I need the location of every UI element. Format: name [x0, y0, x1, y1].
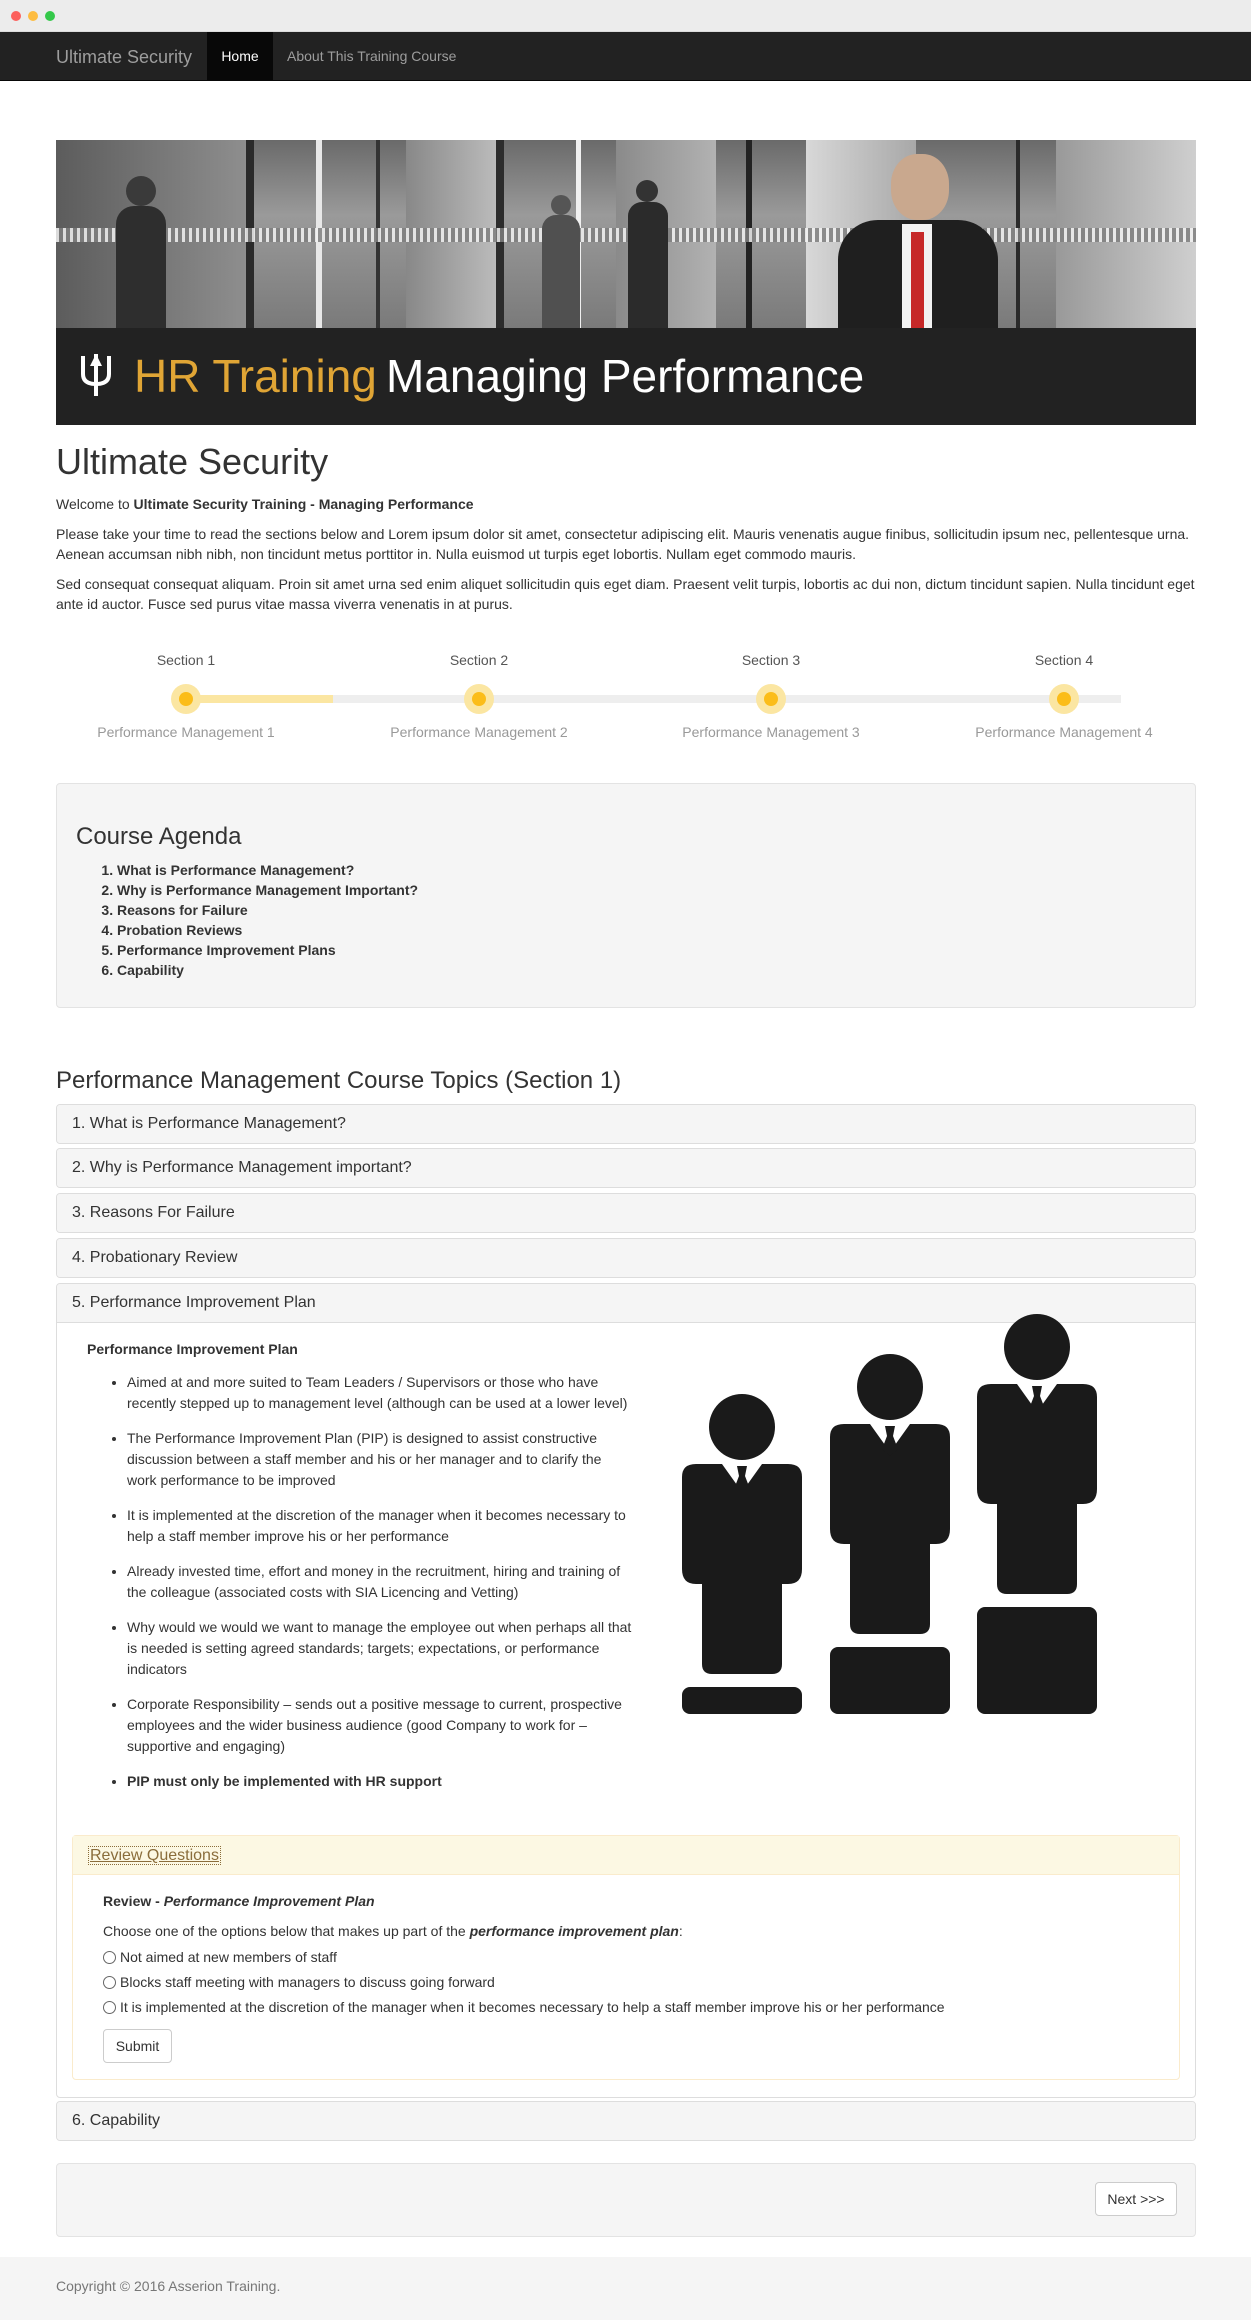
review-questions-panel	[72, 1835, 1180, 2080]
panel-heading[interactable]: 6. Capability	[57, 2102, 1195, 2141]
pip-bullet: • Why would we would we want to manage the employee out when perhaps all that is needed is setting agreed standards; targets; expectations, or performance indicators	[127, 1617, 632, 1680]
submit-button[interactable]: Submit	[103, 2029, 172, 2063]
panel-heading[interactable]: 4. Probationary Review	[57, 1239, 1195, 1278]
people-on-podium-icon	[682, 1314, 1102, 1759]
pip-bullet: • Corporate Responsibility – sends out a positive message to current, prospective employees and the wider business audience (good Company to work for – supportive and engaging)	[127, 1694, 632, 1757]
agenda-list	[117, 860, 418, 980]
topic-panel-6[interactable]	[56, 2101, 1196, 2141]
question-em: performance improvement plan	[469, 1923, 679, 1939]
question-suffix: :	[678, 1923, 683, 1939]
intro-paragraph-2: Sed consequat consequat aliquam. Proin sit amet urna sed enim aliquet sollicitudin quis eget diam. Praesent velit turpis, lobortis ac dui non, dictum tincidunt sapien. Nulla tincidunt eget ante id auctor. Fusce sed purus vitae massa viverra venenatis in at purus.	[56, 576, 1195, 612]
radio-button[interactable]	[103, 1976, 116, 1989]
section-progress-steps	[56, 650, 1196, 750]
review-heading	[73, 1836, 1179, 1875]
agenda-item: 5. Performance Improvement Plans	[117, 940, 418, 960]
banner-title-bar	[56, 328, 1196, 425]
copyright-text: Copyright © 2016 Asserion Training.	[56, 2278, 281, 2294]
agenda-item: 3. Reasons for Failure	[117, 900, 418, 920]
review-title-prefix: Review -	[103, 1893, 164, 1909]
maximize-window-dot[interactable]	[45, 11, 55, 21]
step-dot[interactable]	[756, 684, 786, 714]
step-section-2[interactable]	[369, 650, 589, 740]
topic-panel-3[interactable]	[56, 1193, 1196, 1233]
course-agenda	[56, 783, 1196, 1008]
step-sub: Performance Management 1	[97, 724, 275, 740]
agenda-item: 4. Probation Reviews	[117, 920, 418, 940]
review-option-3[interactable]	[103, 1997, 945, 2017]
nav-about-link[interactable]: About This Training Course	[287, 48, 457, 64]
navbar	[0, 32, 1251, 81]
review-option-1[interactable]	[103, 1947, 337, 1967]
option-label: Not aimed at new members of staff	[120, 1949, 337, 1965]
panel-heading[interactable]: 3. Reasons For Failure	[57, 1194, 1195, 1233]
minimize-window-dot[interactable]	[28, 11, 38, 21]
next-button[interactable]: Next >>>	[1095, 2182, 1177, 2216]
pip-bullet: • It is implemented at the discretion of the manager when it becomes necessary to help a staff member improve his or her performance	[127, 1505, 632, 1547]
pip-bullet: • Aimed at and more suited to Team Leaders / Supervisors or those who have recently stepped up to management level (although can be used at a lower level)	[127, 1372, 632, 1414]
hero-banner	[56, 140, 1196, 425]
navbar-brand[interactable]: Ultimate Security	[56, 47, 193, 67]
step-label: Section 3	[741, 652, 801, 668]
welcome-text	[56, 494, 1196, 514]
agenda-title: Course Agenda	[76, 823, 242, 850]
step-sub: Performance Management 4	[975, 724, 1153, 740]
close-window-dot[interactable]	[11, 11, 21, 21]
agenda-item: 6. Capability	[117, 960, 418, 980]
radio-button[interactable]	[103, 1951, 116, 1964]
step-sub: Performance Management 3	[682, 724, 860, 740]
review-title	[103, 1891, 375, 1911]
step-section-1[interactable]	[76, 650, 296, 740]
step-label: Section 1	[156, 652, 216, 668]
topic-panel-5	[56, 1283, 1196, 2098]
banner-title-white: Managing Performance	[386, 350, 865, 402]
pip-bullet-list	[127, 1372, 632, 1806]
radio-button[interactable]	[103, 2001, 116, 2014]
review-question	[103, 1921, 683, 1941]
topic-panel-1[interactable]	[56, 1104, 1196, 1144]
review-title-em: Performance Improvement Plan	[163, 1893, 375, 1909]
topic-panel-4[interactable]	[56, 1238, 1196, 1278]
step-dot[interactable]	[464, 684, 494, 714]
pager-well	[56, 2163, 1196, 2237]
progress-fill	[186, 695, 333, 703]
panel-heading[interactable]: 1. What is Performance Management?	[57, 1105, 1195, 1144]
panel-heading[interactable]: 2. Why is Performance Management important?	[57, 1149, 1195, 1188]
page-title: Ultimate Security	[56, 441, 329, 482]
pip-bullet: • Already invested time, effort and money in the recruitment, hiring and training of the colleague (associated costs with SIA Licencing and Vetting)	[127, 1561, 632, 1603]
step-label: Section 4	[1034, 652, 1094, 668]
step-label: Section 2	[449, 652, 509, 668]
review-questions-link[interactable]: Review Questions	[90, 1847, 219, 1864]
option-label: It is implemented at the discretion of the manager when it becomes necessary to help a staff member improve his or her performance	[120, 1999, 945, 2015]
browser-chrome	[0, 0, 1251, 32]
nav-home-link[interactable]: Home	[207, 32, 273, 80]
step-dot[interactable]	[1049, 684, 1079, 714]
office-photo	[56, 140, 1196, 328]
option-label: Blocks staff meeting with managers to discuss going forward	[120, 1974, 495, 1990]
welcome-prefix: Welcome to	[56, 496, 134, 512]
step-section-4[interactable]	[954, 650, 1174, 740]
topics-title: Performance Management Course Topics (Section 1)	[56, 1067, 622, 1094]
agenda-item: 1. What is Performance Management?	[117, 860, 418, 880]
pip-bullet: • The Performance Improvement Plan (PIP) is designed to assist constructive discussion between a staff member and his or her manager and to clarify the work performance to be improved	[127, 1428, 632, 1491]
review-option-2[interactable]	[103, 1972, 495, 1992]
step-dot[interactable]	[171, 684, 201, 714]
intro-paragraph-1: Please take your time to read the sections below and Lorem ipsum dolor sit amet, consectetur adipiscing elit. Mauris venenatis augue finibus, sollicitudin ipsum nec, pellentesque urna. Aenean accumsan nibh nibh, non tincidunt metus porttitor in. Nulla euismod ut turpis eget lobortis. Nullam eget commodo mauris.	[56, 526, 1190, 562]
trident-logo-icon	[78, 352, 114, 398]
pip-bullet-bold: • PIP must only be implemented with HR support	[127, 1771, 632, 1792]
agenda-item: 2. Why is Performance Management Important?	[117, 880, 418, 900]
welcome-course-name: Ultimate Security Training - Managing Performance	[133, 496, 474, 512]
panel-heading[interactable]: 5. Performance Improvement Plan	[57, 1284, 1195, 1323]
question-prefix: Choose one of the options below that makes up part of the	[103, 1923, 470, 1939]
step-sub: Performance Management 2	[390, 724, 568, 740]
footer	[0, 2257, 1251, 2320]
topic-panel-2[interactable]	[56, 1148, 1196, 1188]
banner-title-gold: HR Training	[134, 350, 377, 402]
step-section-3[interactable]	[661, 650, 881, 740]
pip-title: Performance Improvement Plan	[87, 1341, 298, 1357]
